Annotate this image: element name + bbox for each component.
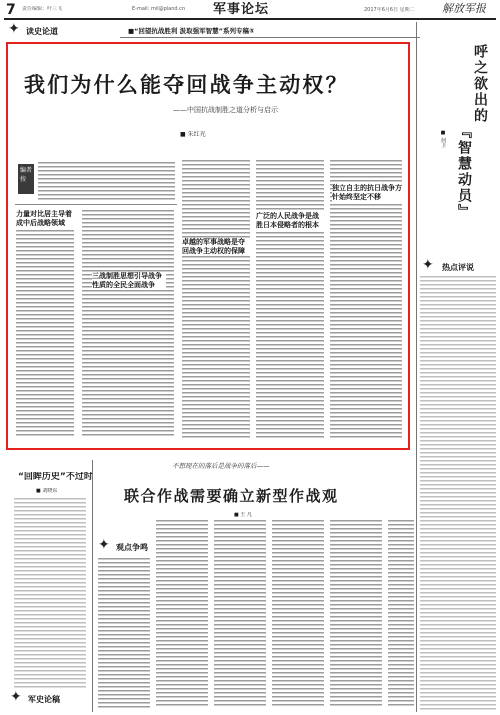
column-tag: 读史论道 [26, 27, 58, 36]
vertical-title-1: 呼之欲出的 [472, 44, 488, 124]
main-byline: ■ 朱红光 [180, 131, 206, 138]
bottom-col-3 [214, 520, 266, 708]
subhead-4: 广泛的人民战争是战胜日本侵略者的根本 [256, 212, 324, 230]
star-icon: ✦ [10, 689, 22, 705]
left-box-title: “回眸历史”不过时 [18, 472, 93, 482]
page-number: 7 [6, 2, 16, 18]
right-tag: 热点评说 [442, 263, 474, 272]
subhead-3: 卓越的军事战略是夺回战争主动权的保障 [182, 238, 250, 256]
right-column-divider [416, 22, 417, 712]
lower-tag-1: 观点争鸣 [116, 543, 148, 552]
header-date: 2017年6月6日 星期二 [364, 7, 415, 13]
main-subtitle: ——中国抗战制胜之道分析与启示 [173, 106, 278, 114]
left-box-text [14, 498, 86, 688]
header-rule [4, 18, 496, 20]
bottom-headline: 联合作战需要确立新型作战观 [124, 487, 339, 505]
bottom-col-5 [330, 520, 382, 708]
right-col-text [420, 276, 496, 712]
article-col-2 [82, 210, 174, 438]
subhead-1: 力量对比居主导着成中后战略领域 [16, 210, 78, 228]
left-box-byline: ■ 刘晓东 [36, 488, 58, 494]
section-title: 军事论坛 [213, 2, 270, 17]
article-col-1 [16, 210, 74, 438]
article-col-4 [256, 160, 324, 438]
bottom-col-2 [156, 520, 208, 708]
bottom-kicker: 不想现在的落后是战争的落后—— [172, 462, 270, 470]
editor-credit: 责任编辑：叶三飞 [22, 6, 63, 12]
lower-tag-2: 军史论稿 [28, 695, 60, 704]
header-url: E-mail: mil@pland.cn [132, 6, 186, 12]
lead-label: 编者按 [20, 167, 33, 183]
right-byline: ■ 何卫 [440, 130, 446, 148]
subhead-2: 三战制胜思想引导战争性质的全民全面战争 [92, 272, 166, 290]
star-icon: ✦ [422, 257, 434, 273]
star-icon: ✦ [8, 21, 20, 37]
article-col-3 [182, 160, 250, 438]
bottom-col-4 [272, 520, 324, 708]
subhead-5: 独立自主的抗日战争方针始终坚定不移 [332, 184, 402, 201]
vertical-title-2: 『智慧动员』 [456, 124, 472, 220]
paper-name-logo: 解放军报 [442, 2, 486, 15]
star-icon: ✦ [98, 537, 110, 553]
main-headline: 我们为什么能夺回战争主动权？ [24, 73, 349, 97]
left-box-divider [92, 460, 93, 712]
lead-text [38, 162, 175, 200]
bottom-byline: ■ 王 凡 [234, 512, 252, 518]
series-title: ■“回望抗战胜利 汲取强军智慧”系列专稿⑤ [128, 27, 255, 35]
bottom-col-1 [98, 558, 150, 708]
banner-rule [120, 37, 420, 38]
lead-rule [15, 204, 177, 205]
bottom-col-6 [388, 520, 414, 708]
